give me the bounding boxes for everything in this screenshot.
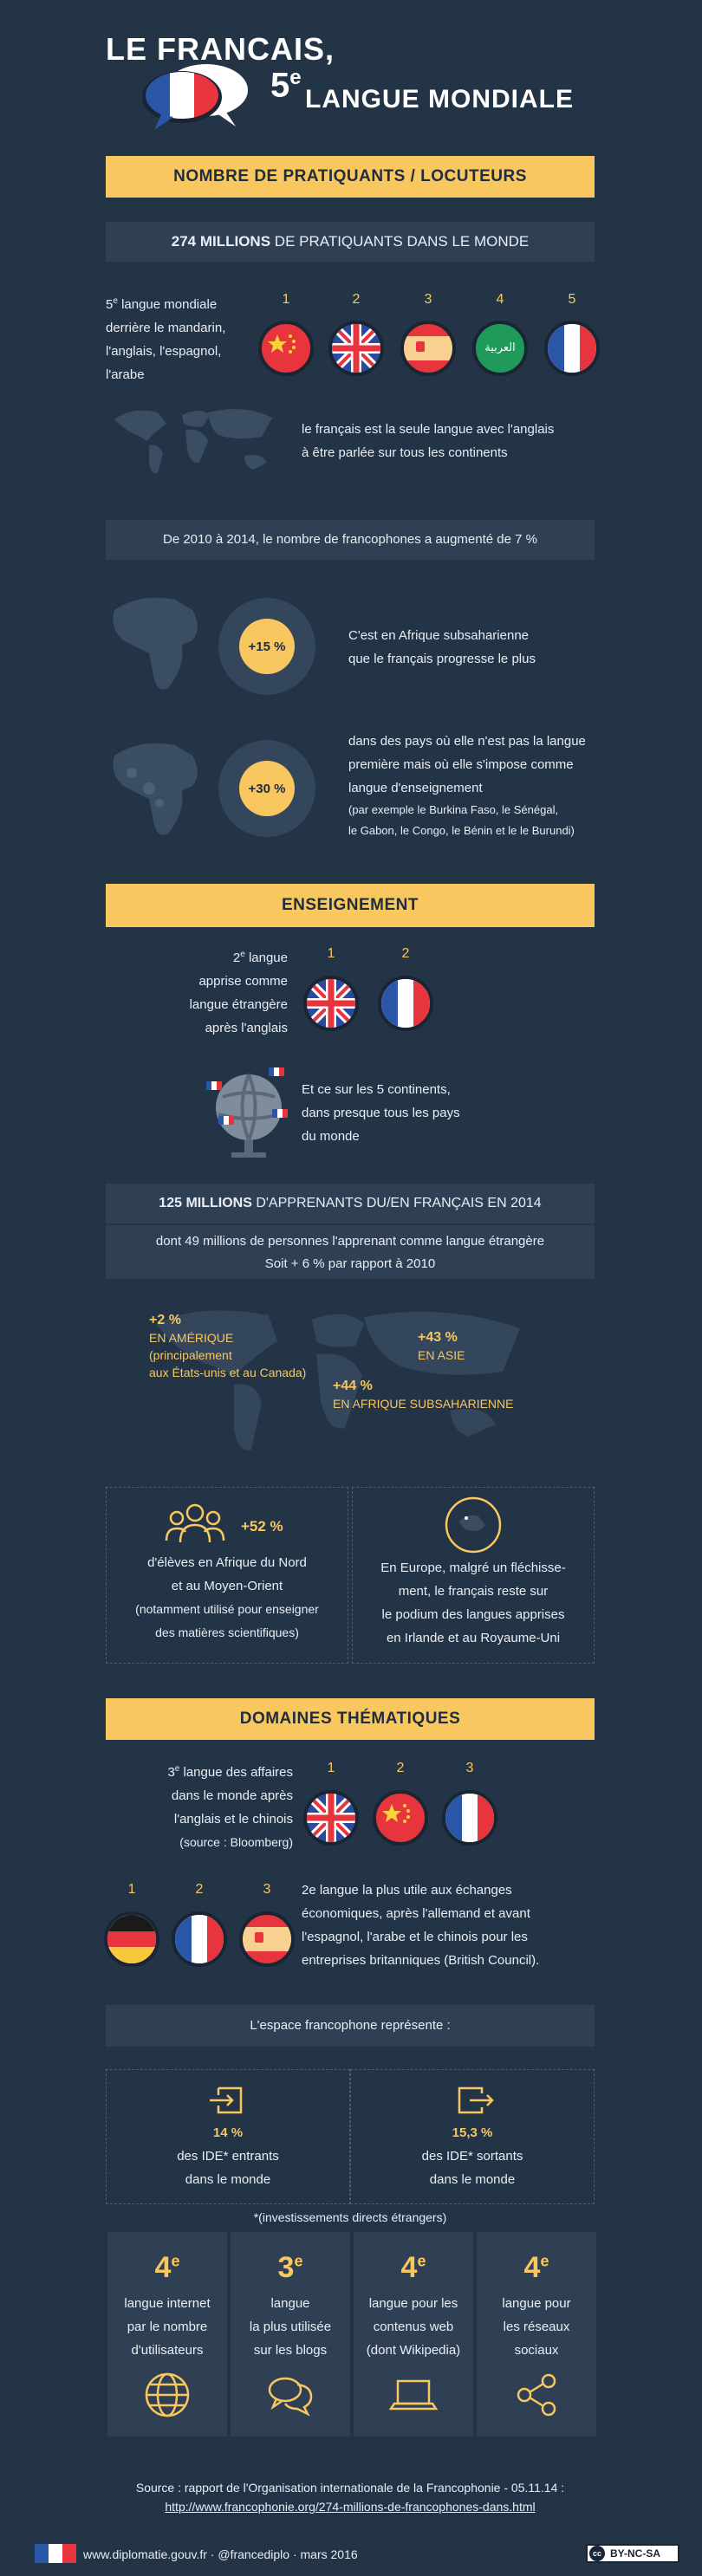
north-africa-text: d'élèves en Afrique du Nord et au Moyen-Orient (notamment utilisé pour enseigner des matières scientifiques)	[135, 1555, 319, 1639]
second-language-text: 2e langue apprise comme langue étrangère après l'anglais	[189, 950, 288, 1035]
section-band-domains: DOMAINES THÉMATIQUES	[106, 1698, 595, 1740]
business-text: 3e langue des affaires dans le monde après l'anglais et le chinois (source : Bloomberg)	[167, 1764, 293, 1849]
source-text: Source : rapport de l'Organisation internationale de la Francophonie - 05.11.14 : http://www.francophonie.org/274-millions-de-francophones-dans.html	[106, 2478, 595, 2516]
learners-panel: 125 MILLIONS D'APPRENANTS DU/EN FRANÇAIS EN 2014	[106, 1184, 595, 1223]
rank-number: 1	[327, 1761, 335, 1775]
rank-number: 3	[465, 1761, 474, 1775]
africa-map-icon	[106, 593, 210, 698]
globe-flags-icon	[201, 1062, 296, 1168]
arabic-flag-icon: العربية	[472, 321, 528, 376]
europe-text: En Europe, malgré un fléchisse- ment, le français reste sur le podium des langues apprises en Irlande et au Royaume-Uni	[380, 1561, 566, 1645]
rank-number: 1	[282, 292, 290, 307]
france-flag-icon	[172, 1911, 227, 1967]
title-line-1: LE FRANCAIS,	[106, 31, 335, 67]
rank-number: 2	[396, 1761, 405, 1775]
rank-number: 2	[401, 946, 410, 961]
chat-bubbles-icon	[266, 2371, 315, 2419]
france-logo-icon	[35, 2540, 76, 2570]
uk-flag-icon	[328, 321, 384, 376]
internet-card: 4e langue internet par le nombre d'utilisateurs	[107, 2232, 227, 2436]
share-icon	[512, 2371, 561, 2419]
france-flag-icon	[442, 1790, 497, 1846]
total-speakers-panel: 274 MILLIONS DE PRATIQUANTS DANS LE MONDE	[106, 222, 595, 262]
source-link[interactable]: http://www.francophonie.org/274-millions-de-francophones-dans.html	[165, 2500, 536, 2514]
africa-highlight-map-icon	[106, 738, 210, 844]
rank-number: 3	[424, 292, 432, 307]
ide-footnote: *(investissements directs étrangers)	[253, 2210, 447, 2224]
asia-stat: +43 % EN ASIE	[418, 1330, 465, 1362]
ide-out-text: 15,3 % des IDE* sortants dans le monde	[421, 2125, 523, 2187]
spain-flag-icon	[400, 321, 456, 376]
china-flag-icon	[373, 1790, 428, 1846]
social-networks-card: 4e langue pour les réseaux sociaux	[477, 2232, 596, 2436]
rank-number: 3	[263, 1882, 271, 1897]
rank-number: 4	[496, 292, 504, 307]
export-icon	[456, 2083, 496, 2121]
globe-text: Et ce sur les 5 continents, dans presque tous les pays du monde	[302, 1082, 460, 1144]
title-number: 5e	[270, 66, 302, 105]
uk-flag-icon	[303, 1790, 359, 1846]
rank-number: 2	[195, 1882, 204, 1897]
africa-growth-badge: +15 %	[218, 598, 315, 695]
uk-flag-icon	[303, 976, 359, 1031]
rank-number: 5	[568, 292, 576, 307]
rank-number: 1	[127, 1882, 136, 1897]
section-band-teaching: ENSEIGNEMENT	[106, 884, 595, 927]
license-badge: cc BY-NC-SA	[586, 2544, 679, 2563]
rank-text: 5e langue mondiale derrière le mandarin, l'anglais, l'espagnol, l'arabe	[106, 296, 226, 382]
blogs-card: 3e langue la plus utilisée sur les blogs	[231, 2232, 350, 2436]
france-flag-icon	[378, 976, 433, 1031]
world-map-icon	[106, 402, 279, 483]
germany-flag-icon	[104, 1911, 159, 1967]
import-icon	[206, 2083, 246, 2121]
title-line-2: LANGUE MONDIALE	[305, 85, 574, 114]
teaching-growth-badge: +30 %	[218, 740, 315, 837]
continents-text: le français est la seule langue avec l'anglais à être parlée sur tous les continents	[302, 422, 555, 460]
globe-icon	[143, 2371, 192, 2419]
africa-growth-text: C'est en Afrique subsaharienne que le français progresse le plus	[348, 628, 536, 666]
rank-number: 2	[352, 292, 361, 307]
section-band-speakers: NOMBRE DE PRATIQUANTS / LOCUTEURS	[106, 156, 595, 198]
francophone-space-panel: L'espace francophone représente :	[106, 2005, 595, 2047]
north-africa-pct: +52 %	[241, 1518, 283, 1535]
america-stat: +2 % EN AMÉRIQUE (principalement aux États-unis et au Canada)	[149, 1313, 307, 1379]
learners-sub-panel: dont 49 millions de personnes l'apprenant comme langue étrangère Soit + 6 % par rapport à 2010	[106, 1225, 595, 1279]
laptop-icon	[389, 2371, 438, 2419]
china-flag-icon	[258, 321, 314, 376]
web-content-card: 4e langue pour les contenus web (dont Wikipedia)	[354, 2232, 473, 2436]
france-flag-icon	[544, 321, 600, 376]
exchanges-text: 2e langue la plus utile aux échanges économiques, après l'allemand et avant l'espagnol, l'arabe et le chinois pour les entreprises britanniques (British Council).	[302, 1883, 540, 1968]
africa-stat: +44 % EN AFRIQUE SUBSAHARIENNE	[333, 1379, 514, 1411]
teaching-growth-text: dans des pays où elle n'est pas la langue première mais où elle s'impose comme langue d'enseignement (par exemple le Burkina Faso, le Sénégal, le Gabon, le Congo, le Bénin et le le Burundi)	[348, 734, 586, 837]
ide-in-text: 14 % des IDE* entrants dans le monde	[177, 2125, 279, 2187]
spain-flag-icon	[239, 1911, 295, 1967]
cc-icon: cc	[589, 2546, 605, 2561]
speech-bubbles-flag-icon	[139, 62, 251, 133]
europe-globe-icon	[444, 1496, 503, 1558]
credit-text: www.diplomatie.gouv.fr · @francediplo · mars 2016	[83, 2547, 358, 2561]
rank-number: 1	[327, 946, 335, 961]
students-icon	[165, 1499, 225, 1551]
growth-panel: De 2010 à 2014, le nombre de francophones a augmenté de 7 %	[106, 520, 595, 560]
